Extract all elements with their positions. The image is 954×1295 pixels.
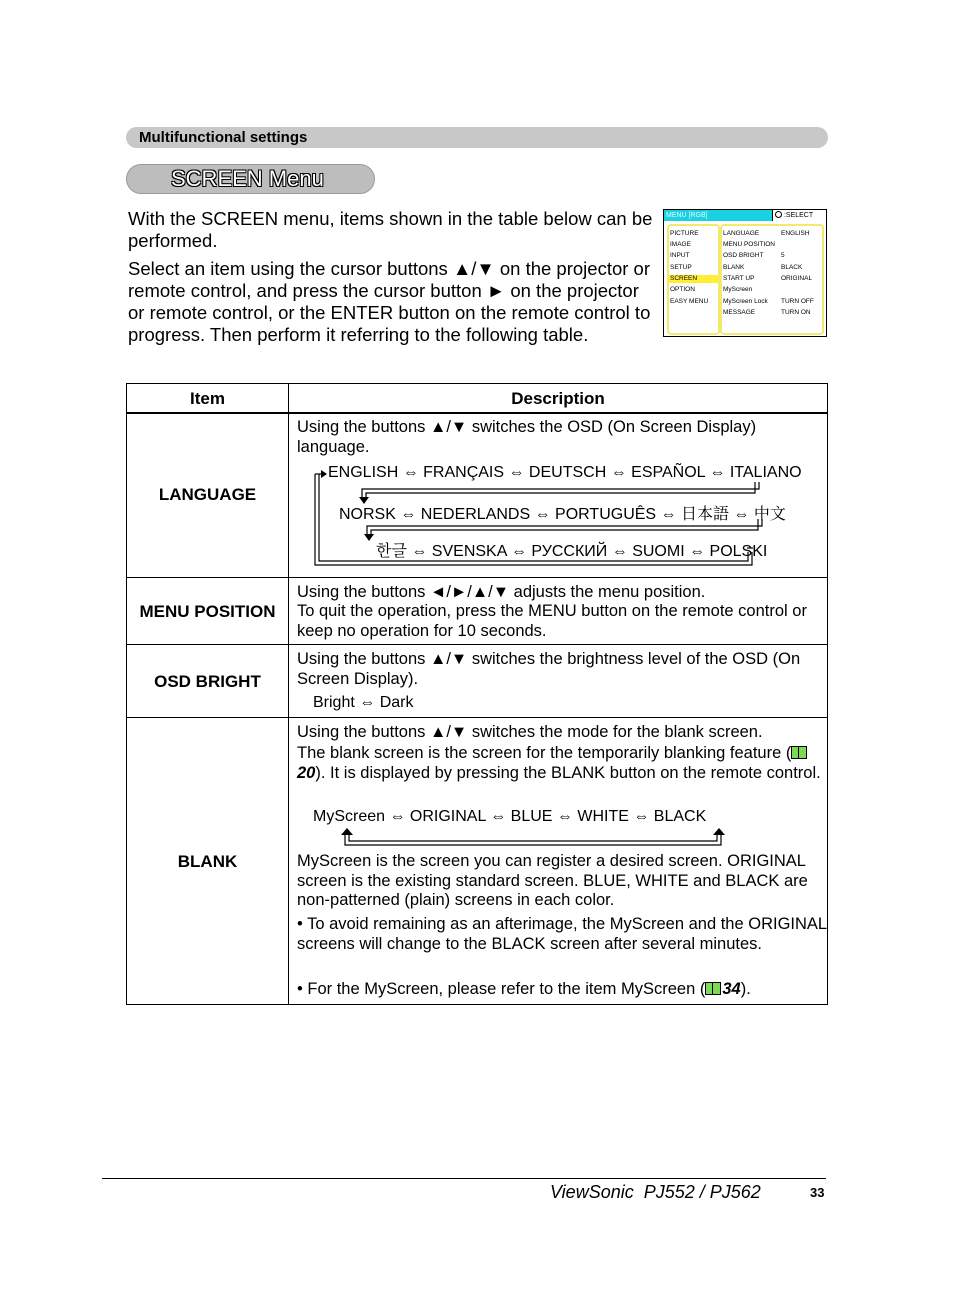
language-flow-line-1: ENGLISH ⇔ FRANÇAIS ⇔ DEUTSCH ⇔ ESPAÑOL ⇔ ITALIANO xyxy=(328,464,802,481)
osd-bright-flow: Bright ⇔ Dark xyxy=(313,694,414,711)
row-desc-osd-bright: Using the buttons ▲/▼ switches the brightness level of the OSD (On Screen Display). xyxy=(297,650,801,688)
section-header-bar xyxy=(126,127,828,148)
select-icon xyxy=(775,211,782,218)
osd-menu-item: SETUP xyxy=(670,264,692,271)
osd-sub-item: MyScreen xyxy=(723,286,753,293)
osd-menu-item: INPUT xyxy=(670,252,690,259)
blank-desc-5a: • For the MyScreen, please refer to the item MyScreen ( xyxy=(297,980,706,998)
row-item-menu-position: MENU POSITION xyxy=(139,602,276,621)
osd-sub-item: MyScreen Lock xyxy=(723,298,768,305)
osd-sub-item: START UP xyxy=(723,275,755,282)
osd-menu-item: OPTION xyxy=(670,286,695,293)
blank-mode-flow: MyScreen ⇔ ORIGINAL ⇔ BLUE ⇔ WHITE ⇔ BLACK xyxy=(313,808,707,825)
settings-table xyxy=(126,383,828,1005)
blank-desc-2b: ). It is displayed by pressing the BLANK button on the remote control. xyxy=(315,763,821,782)
book-reference-icon xyxy=(705,982,721,995)
osd-menu-item: EASY MENU xyxy=(670,298,709,305)
osd-sub-item: BLANK xyxy=(723,264,745,271)
language-flow-line-3: 한글 ⇔ SVENSKA ⇔ РУССКИЙ ⇔ SUOMI ⇔ POLSKI xyxy=(376,543,768,560)
row-divider xyxy=(127,644,827,645)
row-item-blank: BLANK xyxy=(177,852,238,871)
column-divider xyxy=(288,384,289,1004)
osd-sub-value: BLACK xyxy=(781,264,803,271)
page-number: 33 xyxy=(810,1185,825,1200)
page-reference-34[interactable]: 34 xyxy=(722,980,741,998)
osd-menu-item: IMAGE xyxy=(670,241,691,248)
osd-sub-value: ENGLISH xyxy=(781,230,810,237)
page-title-pill xyxy=(126,164,375,194)
row-desc-blank: Using the buttons ▲/▼ switches the mode for the blank screen. xyxy=(297,723,763,741)
footer-brand: ViewSonic PJ552 / PJ562 xyxy=(550,1182,761,1202)
blank-desc-2a: The blank screen is the screen for the temporarily blanking feature ( xyxy=(297,744,792,762)
osd-menu-item: PICTURE xyxy=(670,230,699,237)
osd-sub-item: LANGUAGE xyxy=(723,230,760,237)
row-desc-language: Using the buttons ▲/▼ switches the OSD (On Screen Display) language. xyxy=(297,418,757,456)
blank-desc-5b: ). xyxy=(740,980,751,998)
footer-rule xyxy=(102,1178,826,1179)
osd-menu-item-selected: SCREEN xyxy=(669,275,718,283)
row-desc-menu-position-2: To quit the operation, press the MENU button on the remote control or keep no operation for 10 seconds. xyxy=(297,602,807,640)
osd-sub-value: TURN ON xyxy=(781,309,811,316)
osd-select-label: :SELECT xyxy=(783,212,814,219)
row-desc-blank-3: MyScreen is the screen you can register a desired screen. ORIGINAL screen is the existing standard screen. BLUE, WHITE and BLACK are non-patterned (plain) screens in each color. xyxy=(297,852,808,909)
header-divider xyxy=(127,412,827,414)
osd-header xyxy=(664,210,826,221)
osd-sub-value: ORIGINAL xyxy=(781,275,813,282)
row-desc-blank-2 xyxy=(297,744,827,783)
row-desc-blank-4: • To avoid remaining as an afterimage, the MyScreen and the ORIGINAL screens will change to the BLACK screen after several minutes. xyxy=(297,915,827,953)
header-description: Description xyxy=(511,389,605,408)
osd-sub-value: 5 xyxy=(781,252,785,259)
intro-paragraph-1: With the SCREEN menu, items shown in the table below can be performed. xyxy=(128,208,653,251)
osd-header-select xyxy=(772,210,826,221)
osd-sub-item: MENU POSITION xyxy=(723,241,776,248)
intro-paragraph-2: Select an item using the cursor buttons ▲/▼ on the projector or remote control, and press the cursor button ► on the projector or remote control, or the ENTER button on the remote control to progress. Then perform it referring to the following table. xyxy=(128,258,651,345)
row-desc-blank-5 xyxy=(297,980,827,1000)
page-title: SCREEN Menu xyxy=(171,166,324,191)
osd-header-title: MENU [RGB] xyxy=(664,210,772,221)
osd-sub-value: TURN OFF xyxy=(781,298,814,305)
row-item-language: LANGUAGE xyxy=(158,485,257,504)
page-reference-20[interactable]: 20 xyxy=(297,763,316,782)
osd-sub-item: MESSAGE xyxy=(723,309,756,316)
book-reference-icon xyxy=(791,746,807,759)
section-header-label: Multifunctional settings xyxy=(139,129,308,146)
row-desc-menu-position: Using the buttons ◄/►/▲/▼ adjusts the menu position. xyxy=(297,583,706,601)
blank-cycle-arrow xyxy=(337,827,727,849)
row-divider xyxy=(127,577,827,578)
row-item-osd-bright: OSD BRIGHT xyxy=(154,672,261,691)
header-item: Item xyxy=(190,389,225,408)
osd-sub-item: OSD BRIGHT xyxy=(723,252,764,259)
row-divider xyxy=(127,717,827,718)
language-flow-line-2: NORSK ⇔ NEDERLANDS ⇔ PORTUGUÊS ⇔ 日本語 ⇔ 中文 xyxy=(339,506,786,523)
osd-menu-preview xyxy=(663,209,827,337)
